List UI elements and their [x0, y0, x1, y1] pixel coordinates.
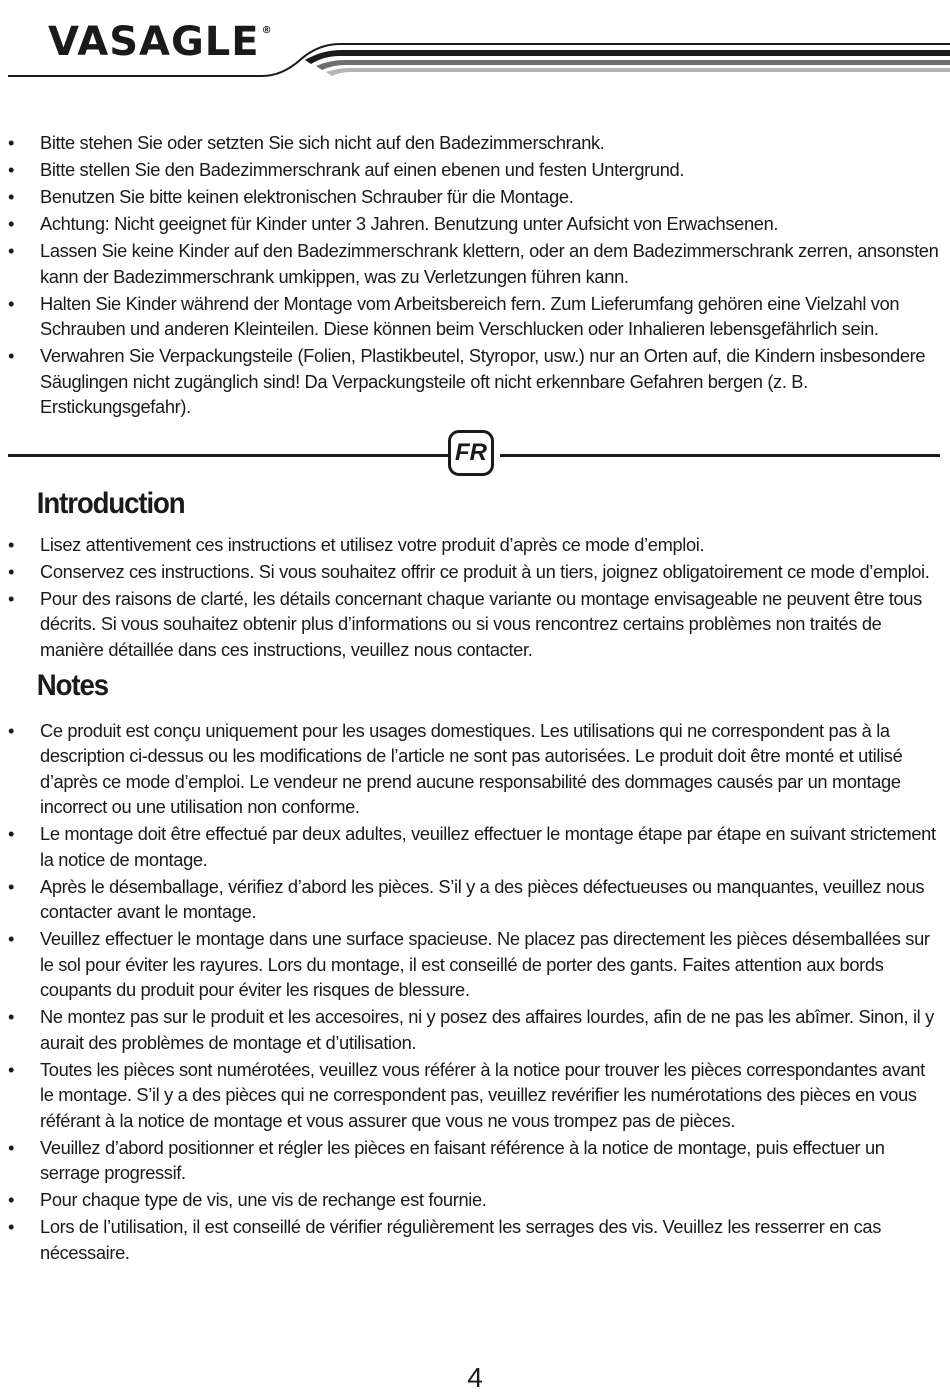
- bullet-icon: •: [8, 159, 15, 180]
- list-item: [0, 874, 950, 925]
- bullet-icon: •: [8, 240, 15, 261]
- notes-list: [0, 718, 950, 1266]
- list-item-text: Achtung: Nicht geeignet für Kinder unter 3 Jahren. Benutzung unter Aufsicht von Erwachsenen.: [40, 213, 779, 234]
- list-item: [0, 532, 950, 558]
- list-item-text: Benutzen Sie bitte keinen elektronischen Schrauber für die Montage.: [40, 186, 574, 207]
- list-item: [0, 343, 950, 420]
- registered-mark: ®: [261, 25, 273, 36]
- bullet-icon: •: [8, 533, 15, 555]
- list-item-text: Ne montez pas sur le produit et les accesoires, ni y posez des affaires lourdes, afin de ne pas les abîmer. Sinon, il y aurait des problèmes de montage et d’utilisation.: [40, 1006, 934, 1053]
- bullet-icon: •: [8, 719, 15, 741]
- list-item-text: Lisez attentivement ces instructions et utilisez votre produit d’après ce mode d’emploi.: [40, 533, 705, 555]
- bullet-icon: •: [8, 1006, 15, 1027]
- de-safety-list: [0, 130, 950, 420]
- list-item-text: Lors de l’utilisation, il est conseillé de vérifier régulièrement les serrages des vis. Veuillez les resserrer en cas nécessaire.: [40, 1216, 882, 1263]
- brand-logo: [48, 19, 273, 65]
- list-item-text: Veuillez effectuer le montage dans une surface spacieuse. Ne placez pas directement les pièces désemballées sur le sol pour éviter les rayures. Lors du montage, il est conseillé de porter des gants. Faites attention aux bords coupants du produit pour éviter les risques de blessure.: [40, 928, 930, 1000]
- list-item: [0, 157, 950, 183]
- list-item-text: Après le désemballage, vérifiez d’abord les pièces. S’il y a des pièces défectueuses ou manquantes, veuillez nous contacter avant le montage.: [40, 875, 925, 922]
- notes-heading: Notes: [36, 668, 108, 702]
- introduction-heading: Introduction: [36, 486, 185, 520]
- list-item: [0, 1057, 950, 1134]
- bullet-icon: •: [8, 1136, 15, 1158]
- list-item-text: Le montage doit être effectué par deux adultes, veuillez effectuer le montage étape par étape en suivant strictement la notice de montage.: [40, 823, 936, 870]
- bullet-icon: •: [8, 292, 15, 314]
- list-item-text: Pour chaque type de vis, une vis de rechange est fournie.: [40, 1189, 487, 1210]
- introduction-list: [0, 532, 950, 663]
- list-item: [0, 926, 950, 1003]
- list-item-text: Bitte stellen Sie den Badezimmerschrank auf einen ebenen und festen Untergrund.: [40, 159, 685, 180]
- list-item: [0, 211, 950, 237]
- list-item: [0, 130, 950, 156]
- list-item: [0, 238, 950, 289]
- list-item: [0, 1187, 950, 1213]
- divider-line-right: [500, 454, 940, 457]
- list-item-text: Verwahren Sie Verpackungsteile (Folien, Plastikbeutel, Styropor, usw.) nur an Orten auf, die Kindern insbesondere Säuglingen nicht zugänglich sind! Da Verpackungsteile oft nicht erkennbare Gefahren bergen (z. B. Erstickungsgefahr).: [40, 345, 926, 417]
- list-item-text: Pour des raisons de clarté, les détails concernant chaque variante ou montage envisageable ne peuvent être tous décrits. Si vous souhaitez obtenir plus d’informations ou si vous rencontrez certains problèmes non traités de manière détaillée dans ces instructions, veuillez nous contacter.: [40, 587, 922, 660]
- bullet-icon: •: [8, 186, 15, 207]
- list-item: [0, 559, 950, 585]
- language-badge: FR: [448, 430, 494, 476]
- language-divider: [0, 428, 950, 484]
- list-item-text: Bitte stehen Sie oder setzten Sie sich nicht auf den Badezimmerschrank.: [40, 132, 605, 153]
- page-header: [0, 0, 950, 90]
- bullet-icon: •: [8, 928, 15, 949]
- list-item-text: Veuillez d’abord positionner et régler les pièces en faisant référence à la notice de montage, puis effectuer un serrage progressif.: [40, 1136, 885, 1183]
- list-item: [0, 586, 950, 663]
- brand-name: VASAGLE: [48, 19, 260, 65]
- list-item: [0, 291, 950, 342]
- list-item-text: Lassen Sie keine Kinder auf den Badezimmerschrank klettern, oder an dem Badezimmerschrank zerren, ansonsten kann der Badezimmerschrank umkippen, was zu Verletzungen führen kann.: [40, 240, 939, 287]
- bullet-icon: •: [8, 132, 15, 153]
- bullet-icon: •: [8, 587, 15, 609]
- list-item-text: Toutes les pièces sont numérotées, veuillez vous référer à la notice pour trouver les pièces correspondantes avant le montage. S’il y a des pièces qui ne correspondent pas, veuillez revérifier les numérotations des pièces en vous référant à la notice de montage et vous assurer que vous ne vous trompez pas de pièces.: [40, 1058, 925, 1131]
- bullet-icon: •: [8, 213, 15, 234]
- bullet-icon: •: [8, 560, 15, 582]
- bullet-icon: •: [8, 345, 15, 366]
- list-item-text: Ce produit est conçu uniquement pour les usages domestiques. Les utilisations qui ne correspondent pas à la description ci-dessus ou les modifications de l’article ne sont pas autorisées. Le produit doit être monté et utilisé d’après ce mode d’emploi. Le vendeur ne prend aucune responsabilité des dommages causés par un montage incorrect ou une utilisation non conforme.: [40, 719, 903, 817]
- list-item: [0, 184, 950, 210]
- divider-line-left: [8, 454, 448, 457]
- page-content: [0, 130, 950, 1267]
- list-item: [0, 821, 950, 872]
- bullet-icon: •: [8, 1216, 15, 1237]
- bullet-icon: •: [8, 875, 15, 897]
- list-item-text: Conservez ces instructions. Si vous souhaitez offrir ce produit à un tiers, joignez obligatoirement ce mode d’emploi.: [40, 560, 930, 582]
- list-item: [0, 1135, 950, 1186]
- list-item-text: Halten Sie Kinder während der Montage vom Arbeitsbereich fern. Zum Lieferumfang gehören eine Vielzahl von Schrauben und anderen Kleinteilen. Diese können beim Verschlucken oder Inhalieren lebensgefährlich sein.: [40, 292, 900, 339]
- list-item: [0, 1004, 950, 1055]
- bullet-icon: •: [8, 1058, 15, 1080]
- list-item: [0, 718, 950, 820]
- bullet-icon: •: [8, 823, 15, 844]
- bullet-icon: •: [8, 1189, 15, 1210]
- list-item: [0, 1214, 950, 1265]
- page-number: 4: [467, 1362, 483, 1393]
